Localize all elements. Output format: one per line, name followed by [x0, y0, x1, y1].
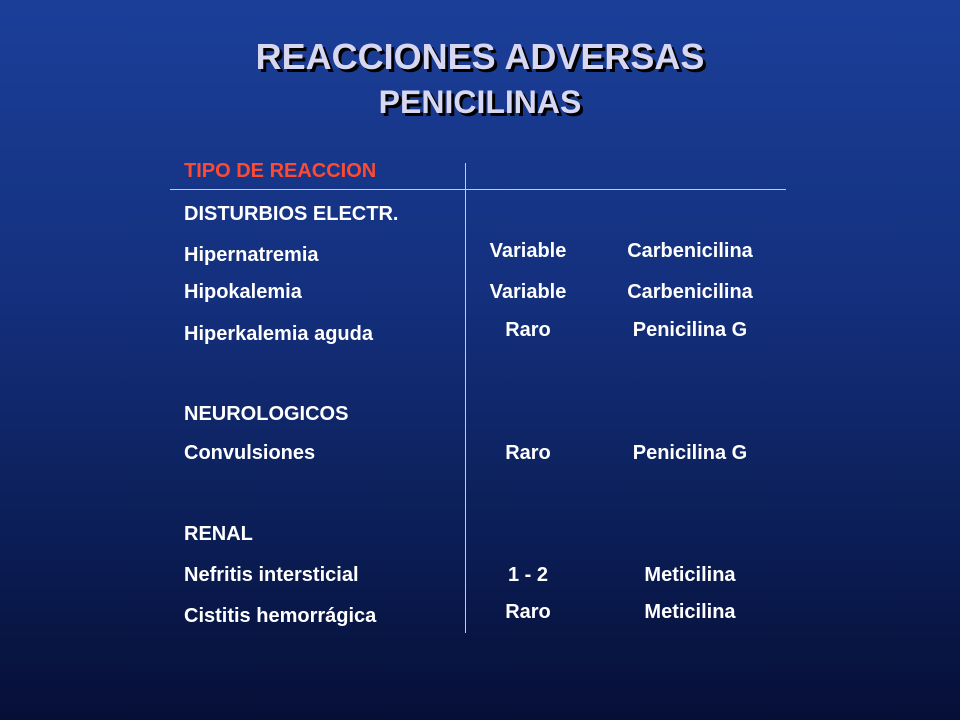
frequency-cell: Variable — [489, 240, 567, 262]
frequency-cell: Variable — [489, 281, 567, 303]
frequency-cell: 1 - 2 — [507, 564, 549, 586]
section-title-electrolyte: DISTURBIOS ELECTR. — [184, 203, 399, 225]
reaction-cell: Cistitis hemorrágica — [184, 605, 377, 627]
reaction-cell: Hipernatremia — [184, 244, 319, 266]
header-divider — [170, 189, 786, 190]
frequency-cell: Raro — [505, 442, 551, 464]
table-header: TIPO DE REACCION — [184, 160, 377, 182]
reaction-cell: Nefritis intersticial — [184, 564, 359, 586]
drug-cell: Penicilina G — [632, 319, 748, 341]
drug-cell: Carbenicilina — [627, 240, 753, 262]
drug-cell: Meticilina — [644, 601, 736, 623]
frequency-cell: Raro — [505, 601, 551, 623]
reaction-cell: Hipokalemia — [184, 281, 302, 303]
drug-cell: Carbenicilina — [627, 281, 753, 303]
section-title-renal: RENAL — [184, 523, 253, 545]
drug-cell: Penicilina G — [632, 442, 748, 464]
reaction-cell: Convulsiones — [184, 442, 316, 464]
drug-cell: Meticilina — [644, 564, 736, 586]
slide-subtitle: PENICILINAS — [378, 84, 582, 120]
frequency-cell: Raro — [505, 319, 551, 341]
slide-title: REACCIONES ADVERSAS — [255, 36, 705, 77]
reaction-cell: Hiperkalemia aguda — [184, 323, 373, 345]
section-title-neurological: NEUROLOGICOS — [184, 403, 349, 425]
column-divider — [465, 163, 466, 633]
